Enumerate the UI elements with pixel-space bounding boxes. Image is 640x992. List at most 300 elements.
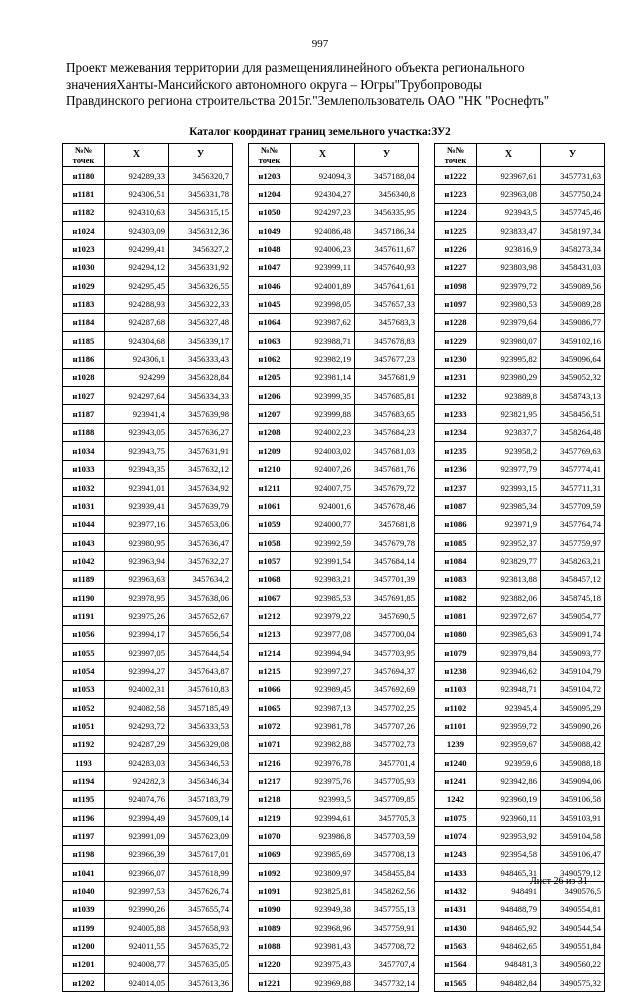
x-coordinate-cell: 923998,05	[291, 295, 355, 313]
point-id-cell: н1563	[435, 937, 477, 955]
y-coordinate-cell: 3458455,84	[355, 864, 419, 882]
x-coordinate-cell: 923987,62	[291, 313, 355, 331]
point-id-cell: н1226	[435, 240, 477, 258]
x-coordinate-cell: 923999,88	[291, 405, 355, 423]
table-row	[249, 809, 419, 827]
table-row	[63, 258, 233, 276]
y-coordinate-cell: 3457711,31	[541, 478, 605, 496]
y-coordinate-cell: 3457759,91	[355, 919, 419, 937]
point-id-cell: н1027	[63, 387, 105, 405]
table-row	[249, 203, 419, 221]
table-row	[435, 167, 605, 185]
point-id-cell: н1234	[435, 423, 477, 441]
y-coordinate-cell: 3457634,92	[169, 478, 233, 496]
y-coordinate-cell: 3457639,79	[169, 497, 233, 515]
point-id-cell: н1029	[63, 277, 105, 295]
y-coordinate-cell: 3459054,77	[541, 607, 605, 625]
x-coordinate-cell: 923963,63	[105, 570, 169, 588]
x-coordinate-cell: 923943,75	[105, 442, 169, 460]
table-row	[63, 809, 233, 827]
point-id-cell: н1084	[435, 552, 477, 570]
x-coordinate-cell: 923976,78	[291, 754, 355, 772]
table-row	[63, 313, 233, 331]
x-coordinate-cell: 923993,15	[477, 478, 541, 496]
table-row	[435, 442, 605, 460]
table-row	[435, 515, 605, 533]
table-row	[63, 790, 233, 808]
x-coordinate-cell: 923993,5	[291, 790, 355, 808]
table-row	[63, 497, 233, 515]
y-coordinate-cell: 3457639,98	[169, 405, 233, 423]
point-id-cell: н1034	[63, 442, 105, 460]
point-id-cell: н1565	[435, 974, 477, 992]
x-column-header: X	[291, 144, 355, 167]
x-coordinate-cell: 924306,1	[105, 350, 169, 368]
x-coordinate-cell: 948465,92	[477, 919, 541, 937]
x-coordinate-cell: 948488,79	[477, 900, 541, 918]
sheet-footer: Лист 26 из 31	[530, 876, 588, 887]
x-coordinate-cell: 923960,11	[477, 809, 541, 827]
x-coordinate-cell: 923980,07	[477, 332, 541, 350]
x-coordinate-cell: 923986,8	[291, 827, 355, 845]
x-coordinate-cell: 923994,94	[291, 643, 355, 661]
y-coordinate-cell: 3457632,27	[169, 552, 233, 570]
point-id-cell: н1075	[435, 809, 477, 827]
point-id-cell: н1040	[63, 882, 105, 900]
point-id-cell: н1188	[63, 423, 105, 441]
y-coordinate-cell: 3457681,9	[355, 368, 419, 386]
y-coordinate-cell: 3456334,33	[169, 387, 233, 405]
x-coordinate-cell: 923975,43	[291, 955, 355, 973]
x-coordinate-cell: 923982,88	[291, 735, 355, 753]
y-coordinate-cell: 3459106,47	[541, 845, 605, 863]
y-column-header: У	[355, 144, 419, 167]
point-id-cell: н1207	[249, 405, 291, 423]
y-coordinate-cell: 3457681,03	[355, 442, 419, 460]
y-coordinate-cell: 3459104,58	[541, 827, 605, 845]
y-column-header: У	[169, 144, 233, 167]
y-coordinate-cell: 3457644,54	[169, 643, 233, 661]
table-row	[435, 900, 605, 918]
point-id-cell: н1183	[63, 295, 105, 313]
x-coordinate-cell: 923977,08	[291, 625, 355, 643]
point-header-line: №№	[260, 145, 279, 155]
table-row	[249, 754, 419, 772]
point-header-line: точек	[72, 155, 95, 165]
x-coordinate-cell: 924014,05	[105, 974, 169, 992]
y-coordinate-cell: 3457701,4	[355, 754, 419, 772]
y-coordinate-cell: 3457759,97	[541, 533, 605, 551]
x-coordinate-cell: 948462,65	[477, 937, 541, 955]
point-id-cell: н1023	[63, 240, 105, 258]
table-row	[249, 478, 419, 496]
x-coordinate-cell: 924002,31	[105, 680, 169, 698]
y-coordinate-cell: 3457705,3	[355, 809, 419, 827]
x-coordinate-cell: 924297,64	[105, 387, 169, 405]
y-coordinate-cell: 3457681,8	[355, 515, 419, 533]
point-id-cell: н1181	[63, 185, 105, 203]
table-row	[63, 203, 233, 221]
y-coordinate-cell: 3490575,32	[541, 974, 605, 992]
point-id-cell: н1211	[249, 478, 291, 496]
x-coordinate-cell: 923989,45	[291, 680, 355, 698]
y-coordinate-cell: 3457700,04	[355, 625, 419, 643]
x-coordinate-cell: 923833,47	[477, 222, 541, 240]
x-column-header: X	[105, 144, 169, 167]
x-coordinate-cell: 923963,08	[477, 185, 541, 203]
x-coordinate-cell: 924293,72	[105, 717, 169, 735]
y-coordinate-cell: 3456320,7	[169, 167, 233, 185]
y-coordinate-cell: 3459086,77	[541, 313, 605, 331]
table-row	[63, 570, 233, 588]
y-coordinate-cell: 3457774,41	[541, 460, 605, 478]
point-id-cell: н1237	[435, 478, 477, 496]
point-id-cell: 1239	[435, 735, 477, 753]
x-coordinate-cell: 924074,76	[105, 790, 169, 808]
point-id-cell: н1191	[63, 607, 105, 625]
table-row	[249, 864, 419, 882]
y-coordinate-cell: 3490551,84	[541, 937, 605, 955]
x-coordinate-cell: 924086,48	[291, 222, 355, 240]
point-id-cell: н1195	[63, 790, 105, 808]
x-coordinate-cell: 924297,23	[291, 203, 355, 221]
y-coordinate-cell: 3457678,46	[355, 497, 419, 515]
y-coordinate-cell: 3457636,27	[169, 423, 233, 441]
point-id-cell: н1047	[249, 258, 291, 276]
y-coordinate-cell: 3457683,3	[355, 313, 419, 331]
y-coordinate-cell: 3457658,93	[169, 919, 233, 937]
table-row	[435, 405, 605, 423]
point-id-cell: н1243	[435, 845, 477, 863]
point-id-cell: н1070	[249, 827, 291, 845]
x-coordinate-cell: 923985,34	[477, 497, 541, 515]
y-coordinate-cell: 3458197,34	[541, 222, 605, 240]
table-row	[435, 570, 605, 588]
table-row	[435, 368, 605, 386]
x-coordinate-cell: 923943,35	[105, 460, 169, 478]
point-id-cell: н1088	[249, 937, 291, 955]
y-coordinate-cell: 3457708,72	[355, 937, 419, 955]
x-coordinate-cell: 923979,64	[477, 313, 541, 331]
x-coordinate-cell: 923946,62	[477, 662, 541, 680]
table-row	[249, 295, 419, 313]
x-coordinate-cell: 924282,3	[105, 772, 169, 790]
x-coordinate-cell: 923959,72	[477, 717, 541, 735]
y-coordinate-cell: 3456328,84	[169, 368, 233, 386]
coordinate-table-1	[62, 143, 233, 992]
point-id-cell: н1079	[435, 643, 477, 661]
x-coordinate-cell: 924002,23	[291, 423, 355, 441]
x-coordinate-cell: 923980,95	[105, 533, 169, 551]
point-id-cell: н1064	[249, 313, 291, 331]
x-coordinate-cell: 924003,02	[291, 442, 355, 460]
table-row	[435, 754, 605, 772]
y-coordinate-cell: 3459090,26	[541, 717, 605, 735]
x-coordinate-cell: 923995,82	[477, 350, 541, 368]
point-id-cell: н1225	[435, 222, 477, 240]
x-column-header: X	[477, 144, 541, 167]
table-row	[435, 332, 605, 350]
x-coordinate-cell: 923943,05	[105, 423, 169, 441]
y-coordinate-cell: 3490576,5	[541, 882, 605, 900]
x-coordinate-cell: 923975,26	[105, 607, 169, 625]
table-row	[249, 680, 419, 698]
y-coordinate-cell: 3458456,51	[541, 405, 605, 423]
table-row	[435, 222, 605, 240]
point-id-cell: н1103	[435, 680, 477, 698]
point-id-cell: н1212	[249, 607, 291, 625]
point-id-cell: н1049	[249, 222, 291, 240]
x-coordinate-cell: 923971,9	[477, 515, 541, 533]
x-coordinate-cell: 923980,53	[477, 295, 541, 313]
point-id-cell: н1189	[63, 570, 105, 588]
x-coordinate-cell: 923966,39	[105, 845, 169, 863]
point-id-cell: н1194	[63, 772, 105, 790]
y-coordinate-cell: 3458262,56	[355, 882, 419, 900]
point-id-cell: н1065	[249, 698, 291, 716]
point-id-cell: н1235	[435, 442, 477, 460]
y-coordinate-cell: 3457681,76	[355, 460, 419, 478]
coordinate-table-3	[434, 143, 605, 992]
y-coordinate-cell: 3457626,74	[169, 882, 233, 900]
table-row	[249, 222, 419, 240]
point-id-cell: н1221	[249, 974, 291, 992]
point-id-cell: н1241	[435, 772, 477, 790]
table-row	[63, 533, 233, 551]
x-coordinate-cell: 924008,77	[105, 955, 169, 973]
y-coordinate-cell: 3457613,36	[169, 974, 233, 992]
y-coordinate-cell: 3456315,15	[169, 203, 233, 221]
table-row	[435, 937, 605, 955]
y-coordinate-cell: 3457709,59	[541, 497, 605, 515]
x-coordinate-cell: 923829,77	[477, 552, 541, 570]
y-coordinate-cell: 3457683,65	[355, 405, 419, 423]
point-id-cell: н1219	[249, 809, 291, 827]
y-coordinate-cell: 3457609,14	[169, 809, 233, 827]
x-coordinate-cell: 923966,07	[105, 864, 169, 882]
table-row	[435, 662, 605, 680]
y-coordinate-cell: 3457694,37	[355, 662, 419, 680]
point-id-cell: н1055	[63, 643, 105, 661]
x-coordinate-cell: 923809,97	[291, 864, 355, 882]
y-coordinate-cell: 3459106,58	[541, 790, 605, 808]
table-row	[63, 625, 233, 643]
x-coordinate-cell: 923963,94	[105, 552, 169, 570]
y-coordinate-cell: 3458273,34	[541, 240, 605, 258]
table-row	[435, 240, 605, 258]
table-row	[435, 258, 605, 276]
table-row	[435, 277, 605, 295]
x-coordinate-cell: 923999,35	[291, 387, 355, 405]
table-row	[63, 643, 233, 661]
table-row	[63, 735, 233, 753]
y-coordinate-cell: 3457653,06	[169, 515, 233, 533]
table-header-row	[249, 144, 419, 167]
x-coordinate-cell: 923981,78	[291, 717, 355, 735]
catalog-title: Каталог координат границ земельного участка:ЗУ2	[189, 126, 451, 138]
x-coordinate-cell: 923969,88	[291, 974, 355, 992]
point-header-line: точек	[258, 155, 281, 165]
x-coordinate-cell: 923981,14	[291, 368, 355, 386]
y-coordinate-cell: 3490560,22	[541, 955, 605, 973]
point-id-cell: н1024	[63, 222, 105, 240]
x-coordinate-cell: 923985,69	[291, 845, 355, 863]
table-row	[63, 515, 233, 533]
y-coordinate-cell: 3457679,72	[355, 478, 419, 496]
table-row	[63, 240, 233, 258]
table-row	[63, 955, 233, 973]
x-coordinate-cell: 924001,89	[291, 277, 355, 295]
y-coordinate-cell: 3457690,5	[355, 607, 419, 625]
table-row	[249, 772, 419, 790]
x-coordinate-cell: 923942,86	[477, 772, 541, 790]
table-row	[249, 735, 419, 753]
x-coordinate-cell: 923977,16	[105, 515, 169, 533]
x-coordinate-cell: 948465,31	[477, 864, 541, 882]
y-coordinate-cell: 3458745,18	[541, 588, 605, 606]
x-coordinate-cell: 924288,93	[105, 295, 169, 313]
point-id-cell: н1042	[63, 552, 105, 570]
y-coordinate-cell: 3456312,36	[169, 222, 233, 240]
point-id-cell: н1433	[435, 864, 477, 882]
point-header-line: точек	[444, 155, 467, 165]
table-row	[63, 552, 233, 570]
x-coordinate-cell: 924283,03	[105, 754, 169, 772]
point-id-cell: н1201	[63, 955, 105, 973]
table-row	[249, 515, 419, 533]
point-id-cell: н1067	[249, 588, 291, 606]
point-id-cell: н1072	[249, 717, 291, 735]
y-coordinate-cell: 3457684,23	[355, 423, 419, 441]
y-coordinate-cell: 3457640,93	[355, 258, 419, 276]
point-id-cell: н1050	[249, 203, 291, 221]
x-coordinate-cell: 923994,49	[105, 809, 169, 827]
y-coordinate-cell: 3457702,73	[355, 735, 419, 753]
point-id-cell: н1198	[63, 845, 105, 863]
x-coordinate-cell: 923959,6	[477, 754, 541, 772]
y-coordinate-cell: 3457618,99	[169, 864, 233, 882]
point-id-cell: н1046	[249, 277, 291, 295]
point-id-cell: н1218	[249, 790, 291, 808]
y-coordinate-cell: 3457636,47	[169, 533, 233, 551]
point-id-cell: н1053	[63, 680, 105, 698]
y-coordinate-cell: 3457617,01	[169, 845, 233, 863]
point-id-cell: н1080	[435, 625, 477, 643]
x-coordinate-cell: 923948,71	[477, 680, 541, 698]
y-coordinate-cell: 3457677,23	[355, 350, 419, 368]
table-row	[249, 442, 419, 460]
table-row	[249, 460, 419, 478]
table-row	[249, 497, 419, 515]
y-coordinate-cell: 3457731,63	[541, 167, 605, 185]
y-coordinate-cell: 3456329,08	[169, 735, 233, 753]
y-coordinate-cell: 3459096,64	[541, 350, 605, 368]
y-coordinate-cell: 3457708,13	[355, 845, 419, 863]
table-row	[249, 533, 419, 551]
table-row	[249, 588, 419, 606]
x-coordinate-cell: 923941,4	[105, 405, 169, 423]
x-coordinate-cell: 923987,13	[291, 698, 355, 716]
point-id-cell: н1238	[435, 662, 477, 680]
x-coordinate-cell: 923939,41	[105, 497, 169, 515]
table-row	[63, 754, 233, 772]
y-coordinate-cell: 3457707,26	[355, 717, 419, 735]
point-id-cell: н1056	[63, 625, 105, 643]
point-id-cell: н1223	[435, 185, 477, 203]
table-row	[249, 607, 419, 625]
table-row	[435, 974, 605, 992]
point-id-cell: н1209	[249, 442, 291, 460]
point-id-cell: н1045	[249, 295, 291, 313]
table-row	[435, 478, 605, 496]
x-coordinate-cell: 924001,6	[291, 497, 355, 515]
point-id-cell: н1091	[249, 882, 291, 900]
x-coordinate-cell: 923991,09	[105, 827, 169, 845]
y-coordinate-cell: 3456326,55	[169, 277, 233, 295]
point-id-cell: н1098	[435, 277, 477, 295]
point-id-cell: н1052	[63, 698, 105, 716]
y-coordinate-cell: 3457623,09	[169, 827, 233, 845]
y-coordinate-cell: 3457685,81	[355, 387, 419, 405]
table-row	[435, 497, 605, 515]
table-row	[435, 350, 605, 368]
x-coordinate-cell: 923954,58	[477, 845, 541, 863]
y-coordinate-cell: 3457188,04	[355, 167, 419, 185]
point-id-cell: н1236	[435, 460, 477, 478]
table-row	[435, 533, 605, 551]
table-row	[249, 387, 419, 405]
point-id-cell: н1229	[435, 332, 477, 350]
table-row	[63, 900, 233, 918]
point-id-cell: н1061	[249, 497, 291, 515]
point-column-header	[249, 144, 291, 167]
table-row	[435, 203, 605, 221]
y-coordinate-cell: 3456327,2	[169, 240, 233, 258]
table-row	[63, 332, 233, 350]
point-id-cell: н1092	[249, 864, 291, 882]
y-coordinate-cell: 3456331,78	[169, 185, 233, 203]
table-row	[63, 222, 233, 240]
y-coordinate-cell: 3457769,63	[541, 442, 605, 460]
x-coordinate-cell: 923979,22	[291, 607, 355, 625]
x-coordinate-cell: 924007,26	[291, 460, 355, 478]
coordinate-table-2	[248, 143, 419, 992]
table-row	[63, 882, 233, 900]
y-coordinate-cell: 3458264,48	[541, 423, 605, 441]
x-coordinate-cell: 923999,11	[291, 258, 355, 276]
y-column-header: У	[541, 144, 605, 167]
x-coordinate-cell: 923985,53	[291, 588, 355, 606]
point-header-line: №№	[446, 145, 465, 155]
table-row	[435, 552, 605, 570]
table-row	[435, 717, 605, 735]
point-id-cell: н1041	[63, 864, 105, 882]
table-row	[63, 405, 233, 423]
point-id-cell: н1203	[249, 167, 291, 185]
y-coordinate-cell: 3457732,14	[355, 974, 419, 992]
x-coordinate-cell: 923967,61	[477, 167, 541, 185]
table-row	[435, 680, 605, 698]
table-row	[435, 698, 605, 716]
x-coordinate-cell: 923975,76	[291, 772, 355, 790]
x-coordinate-cell: 948491	[477, 882, 541, 900]
x-coordinate-cell: 923994,17	[105, 625, 169, 643]
x-coordinate-cell: 923994,61	[291, 809, 355, 827]
point-id-cell: н1082	[435, 588, 477, 606]
y-coordinate-cell: 3457703,95	[355, 643, 419, 661]
table-row	[63, 478, 233, 496]
table-row	[63, 698, 233, 716]
